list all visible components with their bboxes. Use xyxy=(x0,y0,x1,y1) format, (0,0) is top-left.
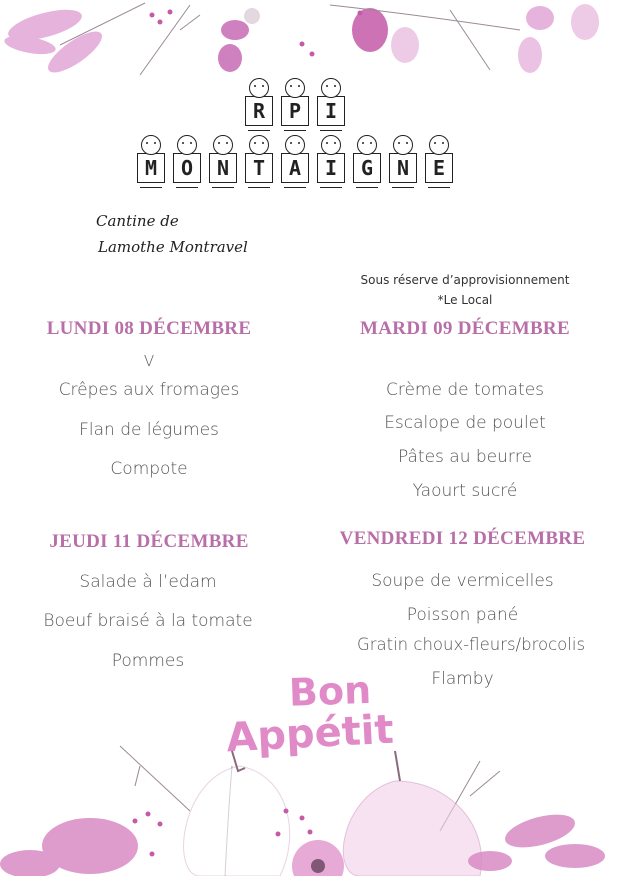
dish-item: Crêpes aux fromages xyxy=(58,380,240,400)
logo-line-montaigne xyxy=(130,135,460,188)
kid-head-icon xyxy=(429,135,449,155)
day-title-vendredi: VENDREDI 12 DÉCEMBRE xyxy=(339,528,586,549)
kid-letter-sign: N xyxy=(388,135,418,188)
kid-head-icon xyxy=(213,135,233,155)
dish-item: Poisson pané xyxy=(406,605,519,625)
kid-head-icon xyxy=(285,78,305,98)
logo-line-rpi xyxy=(130,78,460,131)
kid-letter-sign: P xyxy=(280,78,310,131)
dish-item: Pommes xyxy=(111,651,185,671)
subtitle-line-2: Lamothe Montravel xyxy=(98,238,248,256)
rpi-montaigne-logo xyxy=(130,78,460,188)
dish-item: Gratin choux-fleurs/brocolis xyxy=(356,635,586,654)
dish-item: Crème de tomates xyxy=(385,380,545,400)
dish-item: Pâtes au beurre xyxy=(398,447,532,467)
kid-head-icon xyxy=(357,135,377,155)
kid-letter-sign: A xyxy=(280,135,310,188)
kid-head-icon xyxy=(285,135,305,155)
subtitle-line-1: Cantine de xyxy=(96,212,179,230)
kid-head-icon xyxy=(321,78,341,98)
kid-head-icon xyxy=(321,135,341,155)
floral-top-decoration-icon xyxy=(0,0,631,80)
dish-item: Salade à l’edam xyxy=(79,572,217,592)
kid-letter-sign: N xyxy=(208,135,238,188)
kid-letter-sign: M xyxy=(136,135,166,188)
appetit-text: Appétit xyxy=(225,706,395,762)
kid-letter-sign: I xyxy=(316,135,346,188)
day-title-jeudi: JEUDI 11 DÉCEMBRE xyxy=(49,531,249,552)
dish-item: Yaourt sucré xyxy=(412,481,518,501)
dish-item: Boeuf braisé à la tomate xyxy=(43,611,253,631)
bon-appetit-greeting xyxy=(200,667,420,762)
kid-head-icon xyxy=(393,135,413,155)
dish-item: Escalope de poulet xyxy=(384,413,546,433)
day-title-mardi: MARDI 09 DÉCEMBRE xyxy=(360,318,570,339)
kid-letter-sign: O xyxy=(172,135,202,188)
kid-letter-sign: I xyxy=(316,78,346,131)
kid-letter-sign: G xyxy=(352,135,382,188)
kid-head-icon xyxy=(249,78,269,98)
day-title-lundi: LUNDI 08 DÉCEMBRE xyxy=(46,318,252,339)
kid-head-icon xyxy=(177,135,197,155)
supply-note: Sous réserve d’approvisionnement xyxy=(360,273,570,287)
local-note: *Le Local xyxy=(437,293,493,307)
dish-item: Soupe de vermicelles xyxy=(371,571,554,591)
vegetarian-marker: V xyxy=(143,352,155,370)
dish-item: Compote xyxy=(110,459,188,479)
kid-head-icon xyxy=(141,135,161,155)
kid-letter-sign: T xyxy=(244,135,274,188)
dish-item: Flamby xyxy=(431,669,494,689)
dish-item: Flan de légumes xyxy=(79,420,219,440)
kid-head-icon xyxy=(249,135,269,155)
cantine-subtitle xyxy=(96,208,248,260)
kid-letter-sign: E xyxy=(424,135,454,188)
bon-text: Bon xyxy=(288,667,372,715)
floral-bottom-decoration-icon xyxy=(0,736,631,876)
kid-letter-sign: R xyxy=(244,78,274,131)
